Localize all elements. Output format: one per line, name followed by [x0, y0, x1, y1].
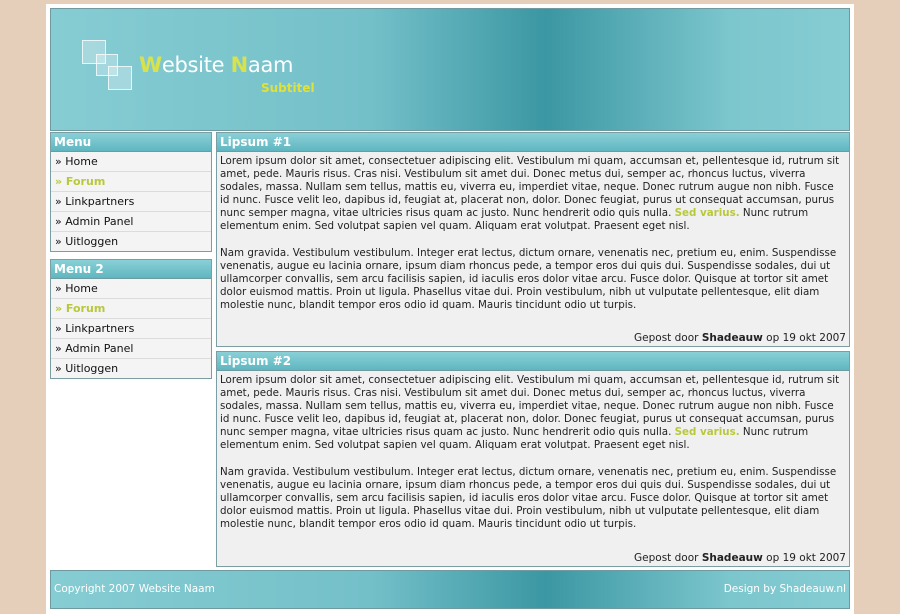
menu2-item-home[interactable]: » Home	[51, 279, 211, 299]
post-title: Lipsum #1	[217, 133, 849, 152]
page-wrapper	[46, 4, 854, 614]
site-header	[50, 8, 850, 131]
menu2-item-admin-panel[interactable]: » Admin Panel	[51, 339, 211, 359]
menu2-item-linkpartners[interactable]: » Linkpartners	[51, 319, 211, 339]
post-highlight: Sed varius.	[674, 426, 740, 439]
post-text: Lorem ipsum dolor sit amet, consectetuer adipiscing elit. Vestibulum mi quam, accumsan et, pellentesque id, rutrum sit amet, pede. Mauris risus. Cras nisi. Vestibulum sit amet dui. Donec metus dui, semper ac, rhoncus luctus, viverra sodales, massa. Nullam sem tellus, mattis eu, viverra eu, imperdiet vitae, neque. Donec rutrum augue non nibh. Fusce id nunc. Fusce velit leo, dapibus id, feugiat at, placerat non, dolor. Donec feugiat, purus ut consequat accumsan, purus nunc semper magna, vitae ultricies risus quam ac justo. Nunc hendrerit odio quis nulla.	[220, 155, 840, 220]
post-meta-prefix: Gepost door	[634, 552, 702, 564]
site-title-initial: N	[230, 53, 248, 77]
copyright-text: Copyright 2007 Website Naam	[54, 583, 215, 595]
menu-item-admin-panel[interactable]: » Admin Panel	[51, 212, 211, 232]
menu-panel-2	[50, 259, 212, 379]
menu-item-forum[interactable]: » Forum	[51, 172, 211, 192]
post-meta-prefix: Gepost door	[634, 332, 702, 344]
post-text: Nunc rutrum elementum enim. Sed volutpat sapien vel quam. Aliquam erat volutpat. Praesent eget nisl.	[220, 426, 809, 452]
design-credit-link[interactable]: Design by Shadeauw.nl	[723, 583, 846, 595]
site-title-initial: W	[139, 53, 162, 77]
menu-panel	[50, 132, 212, 252]
post-text: Nunc rutrum elementum enim. Sed volutpat sapien vel quam. Aliquam erat volutpat. Praesent eget nisl.	[220, 207, 809, 233]
post-author: Shadeauw	[701, 332, 763, 344]
post-date: op 19 okt 2007	[762, 332, 846, 344]
post-paragraph: Nam gravida. Vestibulum vestibulum. Integer erat lectus, dictum ornare, venenatis nec, pretium eu, enim. Suspendisse venenatis, augue eu lacinia ornare, ipsum diam rhoncus pede, a tempor eros dui quis dui. Suspendisse sodales, dui ut ullamcorper convallis, sem arcu facilisis sapien, id iaculis eros dolor vitae arcu. Fusce dolor. Quisque at tortor sit amet dolor euismod mattis. Proin ut ligula. Phasellus vitae dui. Proin vestibulum, nibh ut vulputate pellentesque, elit diam molestie nunc, blandit tempor eros odio id quam. Mauris tincidunt odio ut turpis.	[220, 246, 837, 311]
post	[216, 351, 850, 567]
post	[216, 132, 850, 347]
post-text: Lorem ipsum dolor sit amet, consectetuer adipiscing elit. Vestibulum mi quam, accumsan et, pellentesque id, rutrum sit amet, pede. Mauris risus. Cras nisi. Vestibulum sit amet dui. Donec metus dui, semper ac, rhoncus luctus, viverra sodales, massa. Nullam sem tellus, mattis eu, viverra eu, imperdiet vitae, neque. Donec rutrum augue non nibh. Fusce id nunc. Fusce velit leo, dapibus id, feugiat at, placerat non, dolor. Donec feugiat, purus ut consequat accumsan, purus nunc semper magna, vitae ultricies risus quam ac justo. Nunc hendrerit odio quis nulla.	[220, 374, 840, 439]
menu2-item-uitloggen[interactable]: » Uitloggen	[51, 359, 211, 378]
post-author: Shadeauw	[701, 552, 763, 564]
site-title-part: aam	[247, 53, 294, 77]
post-date: op 19 okt 2007	[762, 552, 846, 564]
site-subtitle: Subtitel	[261, 81, 315, 95]
post-meta	[634, 548, 849, 566]
post-body	[217, 371, 849, 531]
menu2-item-forum[interactable]: » Forum	[51, 299, 211, 319]
menu-title: Menu	[51, 133, 211, 152]
post-title: Lipsum #2	[217, 352, 849, 371]
logo-square-icon	[108, 66, 132, 90]
site-footer	[50, 570, 850, 609]
menu-item-linkpartners[interactable]: » Linkpartners	[51, 192, 211, 212]
site-title-part: ebsite	[161, 53, 231, 77]
site-title[interactable]	[139, 53, 293, 77]
menu-title: Menu 2	[51, 260, 211, 279]
post-meta	[634, 328, 849, 346]
post-paragraph	[220, 374, 846, 453]
post-body	[217, 152, 849, 312]
menu-item-uitloggen[interactable]: » Uitloggen	[51, 232, 211, 251]
post-paragraph: Nam gravida. Vestibulum vestibulum. Integer erat lectus, dictum ornare, venenatis nec, pretium eu, enim. Suspendisse venenatis, augue eu lacinia ornare, ipsum diam rhoncus pede, a tempor eros dui quis dui. Suspendisse sodales, dui ut ullamcorper convallis, sem arcu facilisis sapien, id iaculis eros dolor vitae arcu. Fusce dolor. Quisque at tortor sit amet dolor euismod mattis. Proin ut ligula. Phasellus vitae dui. Proin vestibulum, nibh ut vulputate pellentesque, elit diam molestie nunc, blandit tempor eros odio id quam. Mauris tincidunt odio ut turpis.	[220, 465, 837, 530]
menu-item-home[interactable]: » Home	[51, 152, 211, 172]
post-paragraph	[220, 155, 846, 234]
post-highlight: Sed varius.	[674, 207, 740, 220]
